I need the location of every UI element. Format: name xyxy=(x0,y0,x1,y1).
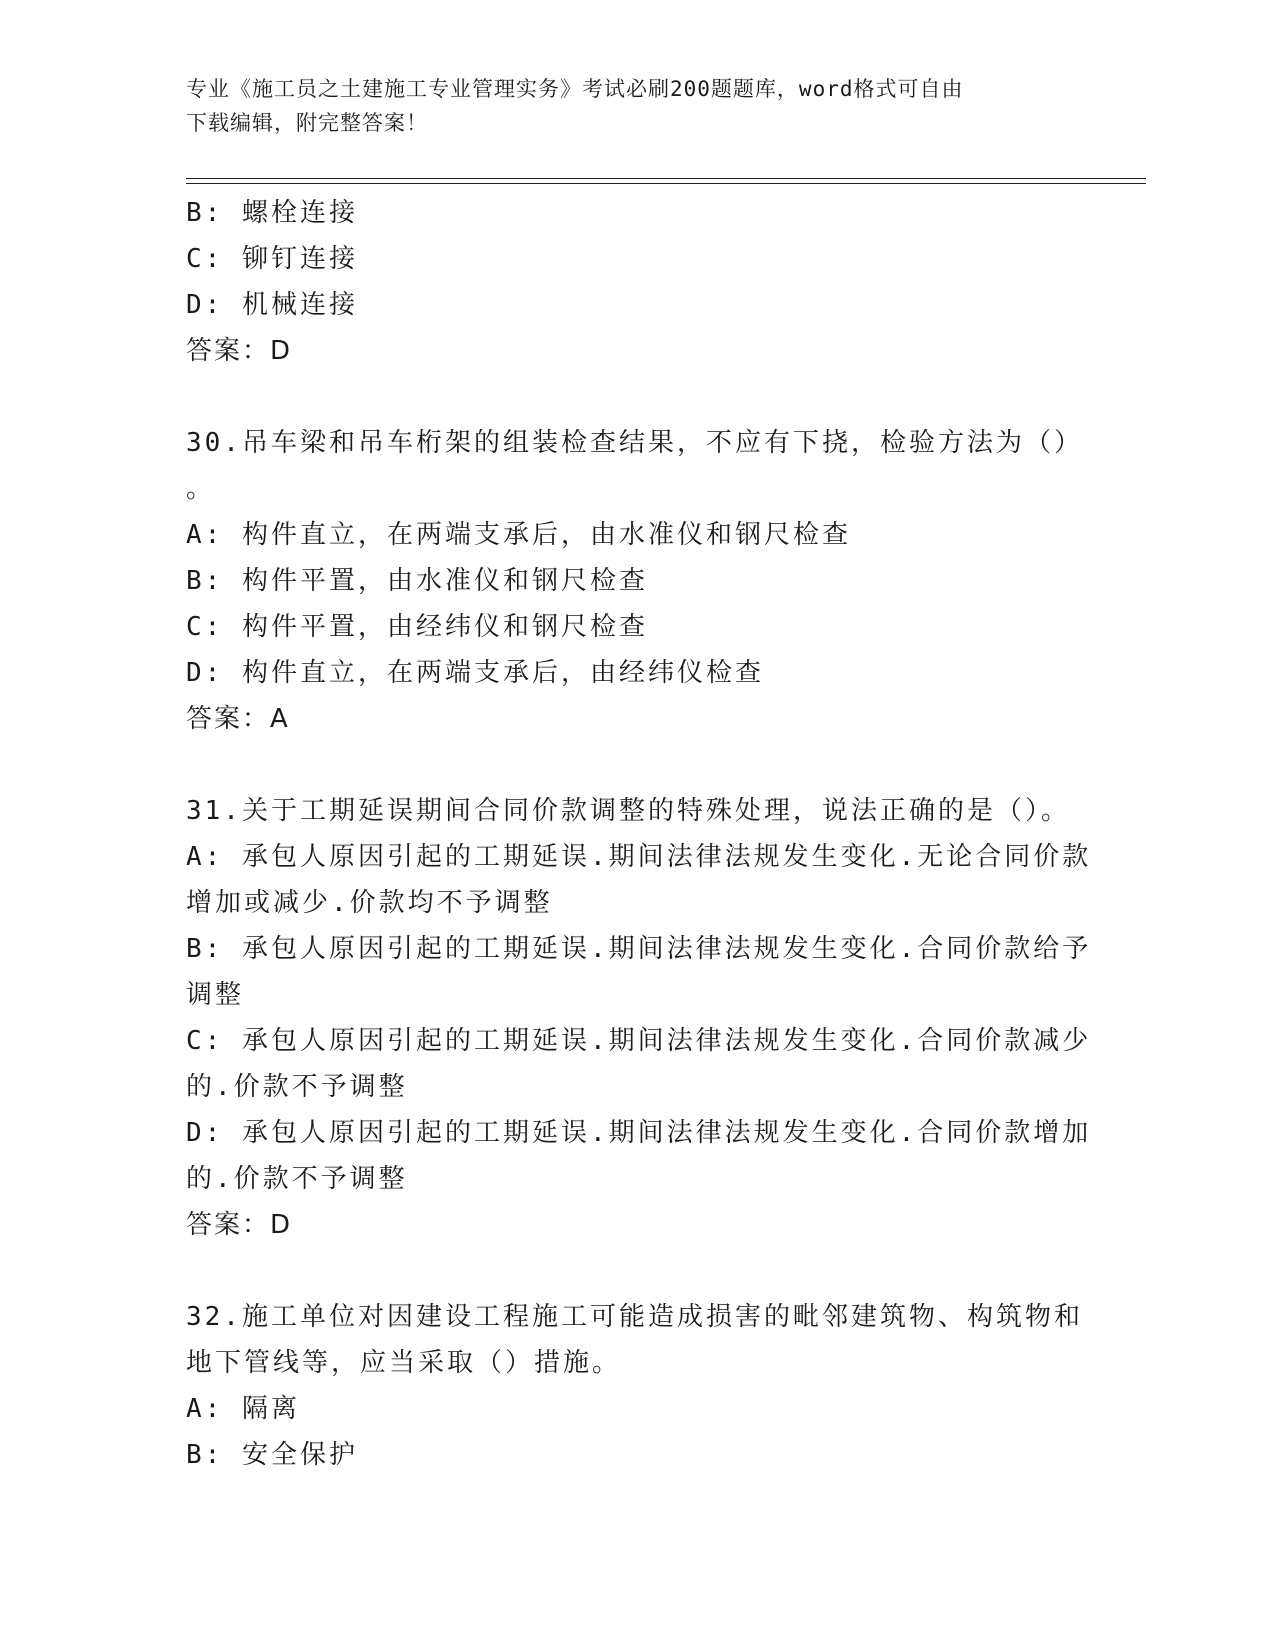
question-stem: 32.施工单位对因建设工程施工可能造成损害的毗邻建筑物、构筑物和 xyxy=(186,1302,1083,1332)
option-c: C: 构件平置，由经纬仪和钢尺检查 xyxy=(186,612,648,642)
header-line-1: 专业《施工员之土建施工专业管理实务》考试必刷200题题库，word格式可自由 xyxy=(186,77,964,101)
option-b-continued: 调整 xyxy=(186,980,245,1010)
header-line-2: 下载编辑，附完整答案！ xyxy=(186,111,428,135)
option-b: B: 承包人原因引起的工期延误.期间法律法规发生变化.合同价款给予 xyxy=(186,934,1092,964)
option-b: B: 安全保护 xyxy=(186,1440,358,1470)
question-stem-continued: 。 xyxy=(186,474,216,504)
question-29 xyxy=(186,190,1086,374)
option-a: A: 构件直立，在两端支承后，由水准仪和钢尺检查 xyxy=(186,520,851,550)
question-stem: 30.吊车梁和吊车桁架的组装检查结果，不应有下挠，检验方法为（） xyxy=(186,428,1083,458)
option-c: C: 承包人原因引起的工期延误.期间法律法规发生变化.合同价款减少 xyxy=(186,1026,1092,1056)
option-a: A: 承包人原因引起的工期延误.期间法律法规发生变化.无论合同价款 xyxy=(186,842,1092,872)
option-d: D: 承包人原因引起的工期延误.期间法律法规发生变化.合同价款增加 xyxy=(186,1118,1092,1148)
answer: 答案：D xyxy=(186,336,293,366)
option-b: B: 螺栓连接 xyxy=(186,198,358,228)
spacer xyxy=(186,374,1086,420)
header-divider-bottom xyxy=(186,183,1146,184)
spacer xyxy=(186,1248,1086,1294)
option-d: D: 构件直立，在两端支承后，由经纬仪检查 xyxy=(186,658,764,688)
question-stem: 31.关于工期延误期间合同价款调整的特殊处理，说法正确的是（）。 xyxy=(186,796,1070,826)
question-list xyxy=(186,190,1092,1478)
question-32 xyxy=(186,1294,1086,1478)
option-b: B: 构件平置，由水准仪和钢尺检查 xyxy=(186,566,648,596)
option-a-continued: 增加或减少.价款均不予调整 xyxy=(186,888,553,918)
answer: 答案：D xyxy=(186,1210,293,1240)
answer: 答案：A xyxy=(186,704,290,734)
document-header xyxy=(186,72,1066,140)
spacer xyxy=(186,742,1086,788)
header-divider-top xyxy=(186,178,1146,179)
option-d-continued: 的.价款不予调整 xyxy=(186,1164,408,1194)
question-31 xyxy=(186,788,1092,1248)
question-30 xyxy=(186,420,1086,742)
question-stem-continued: 地下管线等，应当采取（）措施。 xyxy=(186,1348,622,1378)
option-d: D: 机械连接 xyxy=(186,290,358,320)
option-c-continued: 的.价款不予调整 xyxy=(186,1072,408,1102)
option-c: C: 铆钉连接 xyxy=(186,244,358,274)
option-a: A: 隔离 xyxy=(186,1394,300,1424)
